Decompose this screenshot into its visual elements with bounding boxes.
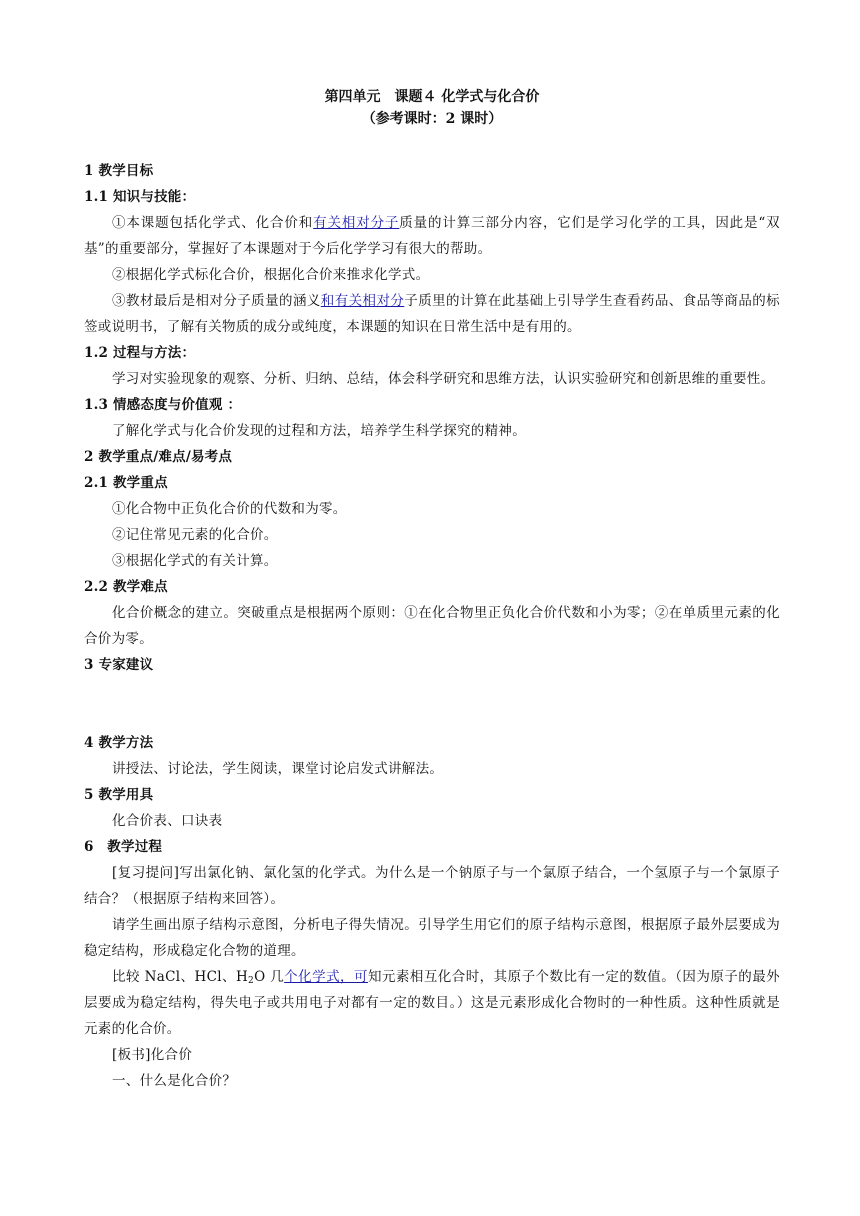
paragraph-teaching-methods: 讲授法、讨论法，学生阅读，课堂讨论启发式讲解法。: [112, 761, 444, 777]
paragraph-what-is-valence: 一、什么是化合价？: [112, 1073, 237, 1089]
paragraph-focus-2: ②记住常见元素的化合价。: [112, 527, 278, 543]
paragraph-focus-1: ①化合物中正负化合价的代数和为零。: [112, 501, 347, 517]
text-span: 知元素相互化合时，其原子个数比有一定的数值。（因为原子的最外层要成为稳定结构，得失电子或共用电子对都有一定的数目。）这是元素形成化合物时的一种性质。这种性质就是元素的化合价。: [84, 969, 780, 1037]
paragraph-difficulty: 化合价概念的建立。突破重点是根据两个原则：①在化合物里正负化合价代数和小为零；②在单质里元素的化合价为零。: [84, 605, 780, 647]
subscript: 2: [248, 976, 255, 986]
subsection-heading-attitudes-values: 1.3 情感态度与价值观 ：: [84, 397, 242, 413]
section-heading-teaching-goals: 1 教学目标: [84, 163, 154, 179]
paragraph-focus-3: ③根据化学式的有关计算。: [112, 553, 278, 569]
section-heading-key-points: 2 教学重点/难点/易考点: [84, 449, 233, 465]
section-heading-teaching-process: 6 教学过程: [84, 839, 163, 855]
paragraph-goal-2: ②根据化学式标化合价，根据化合价来推求化学式。: [112, 267, 430, 283]
document-subtitle: （参考课时：2 课时）: [361, 111, 503, 127]
section-heading-teaching-methods: 4 教学方法: [84, 735, 154, 751]
paragraph-review-question: [复习提问]写出氯化钠、氯化氢的化学式。为什么是一个钠原子与一个氯原子结合，一个氢原子与一个氯原子结合？（根据原子结构来回答）。: [84, 865, 780, 907]
hyperlink-chemical-formula[interactable]: 个化学式，可: [284, 969, 368, 985]
hyperlink-relative-molecular[interactable]: 有关相对分子: [313, 215, 400, 231]
document-page: [84, 86, 780, 1094]
hyperlink-relative-molecular-mass[interactable]: 和有关相对分: [320, 293, 405, 309]
section-heading-expert-advice: 3 专家建议: [84, 657, 154, 673]
paragraph-goal-1: [84, 210, 780, 262]
section-heading-teaching-tools: 5 教学用具: [84, 787, 154, 803]
subsection-heading-teaching-difficulty: 2.2 教学难点: [84, 579, 168, 595]
paragraph-attitudes-values: 了解化学式与化合价发现的过程和方法，培养学生科学探究的精神。: [112, 423, 526, 439]
text-span: ①本课题包括化学式、化合价和: [112, 215, 314, 231]
subsection-heading-process-methods: 1.2 过程与方法：: [84, 345, 196, 361]
paragraph-atomic-structure: 请学生画出原子结构示意图，分析电子得失情况。引导学生用它们的原子结构示意图，根据原子最外层要成为稳定结构，形成稳定化合物的道理。: [84, 917, 780, 959]
paragraph-board-note: [板书]化合价: [112, 1047, 193, 1063]
document-title: 第四单元 课题４ 化学式与化合价: [324, 89, 540, 105]
blank-space: [84, 678, 780, 730]
paragraph-goal-3: [84, 288, 780, 340]
text-span: ③教材最后是相对分子质量的涵义: [112, 293, 321, 309]
text-span: 质量的计算三部分内容，它们是学习化学的工具，因此是“双基”的重要部分，掌握好了本课题对于今后化学学习有很大的帮助。: [84, 215, 780, 257]
paragraph-compare-formulas: [84, 964, 780, 1042]
subsection-heading-knowledge-skills: 1.1 知识与技能：: [84, 189, 196, 205]
text-span: O 几: [254, 969, 285, 985]
paragraph-teaching-tools: 化合价表、口诀表: [112, 813, 223, 829]
text-span: 比较 NaCl、HCl、H: [112, 969, 249, 985]
paragraph-process-methods: 学习对实验现象的观察、分析、归纳、总结，体会科学研究和思维方法，认识实验研究和创新思维的重要性。: [112, 371, 775, 387]
text-span: 子质里的计算在此基础上引导学生查看药品、食品等商品的标签或说明书，了解有关物质的成分或纯度，本课题的知识在日常生活中是有用的。: [84, 293, 780, 335]
subsection-heading-teaching-focus: 2.1 教学重点: [84, 475, 168, 491]
